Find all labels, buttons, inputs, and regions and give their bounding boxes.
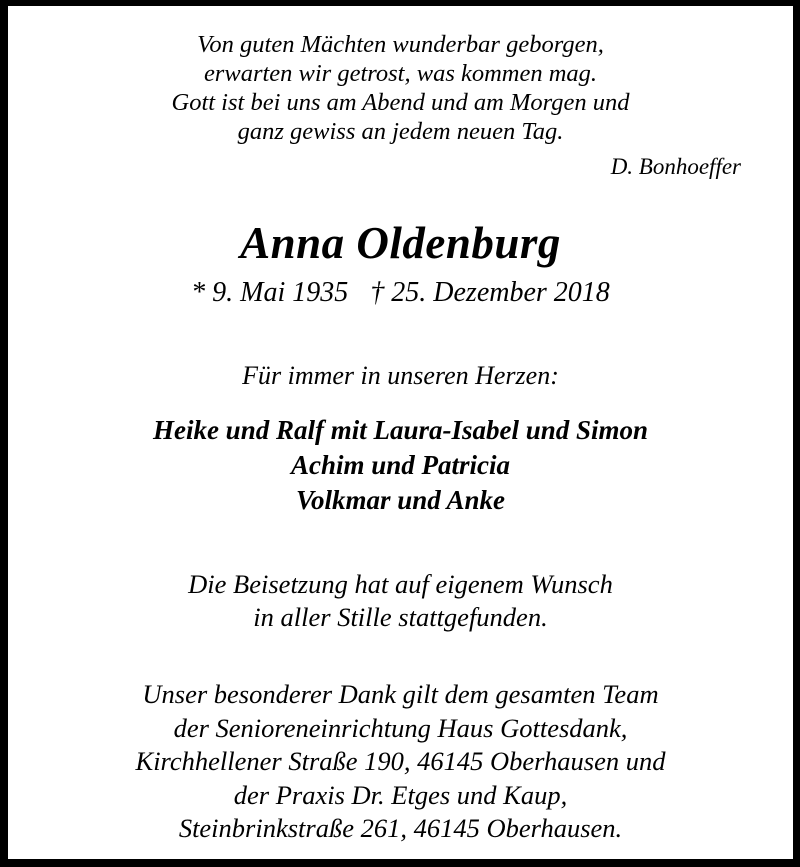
- deceased-block: [26, 217, 775, 310]
- deceased-name: Anna Oldenburg: [240, 218, 561, 268]
- deceased-dates: [26, 276, 775, 310]
- verse-line-1: Von guten Mächten wunderbar geborgen,: [197, 31, 604, 58]
- thanks-line-2: der Senioreneinrichtung Haus Gottesdank,: [173, 712, 628, 743]
- survivor-line: Achim und Patricia: [290, 450, 511, 480]
- survivors-list: [26, 413, 775, 518]
- verse-line-3: Gott ist bei uns am Abend und am Morgen und: [171, 89, 630, 116]
- death-date: 25. Dezember 2018: [391, 277, 610, 308]
- verse-line-2: erwarten wir getrost, was kommen mag.: [203, 60, 598, 87]
- survivor-line: Volkmar und Anke: [295, 485, 506, 515]
- thanks-line-1: Unser besonderer Dank gilt dem gesamten Team: [142, 679, 659, 709]
- thanks-line-4: der Praxis Dr. Etges und Kaup,: [233, 779, 568, 810]
- verse-block: [26, 30, 775, 181]
- verse-attribution: D. Bonhoeffer: [610, 154, 741, 179]
- burial-line-2: in aller Stille stattgefunden.: [253, 602, 548, 632]
- thanks-block: [26, 678, 775, 846]
- birth-date: 9. Mai 1935: [212, 277, 349, 308]
- survivors-block: [26, 360, 775, 518]
- burial-line-1: Die Beisetzung hat auf eigenem Wunsch: [188, 569, 613, 599]
- verse-line-4: ganz gewiss an jedem neuen Tag.: [237, 118, 564, 145]
- thanks-line-5: Steinbrinkstraße 261, 46145 Oberhausen.: [178, 813, 623, 843]
- birth-symbol-asterisk-icon: *: [191, 277, 206, 308]
- death-symbol-dagger-icon: †: [370, 277, 385, 308]
- obituary-card: [8, 6, 793, 859]
- survivors-heading: Für immer in unseren Herzen:: [242, 361, 559, 390]
- burial-notice-block: [26, 568, 775, 634]
- thanks-line-3: Kirchhellener Straße 190, 46145 Oberhausen und: [135, 746, 666, 776]
- survivor-line: Heike und Ralf mit Laura-Isabel und Simon: [152, 415, 649, 445]
